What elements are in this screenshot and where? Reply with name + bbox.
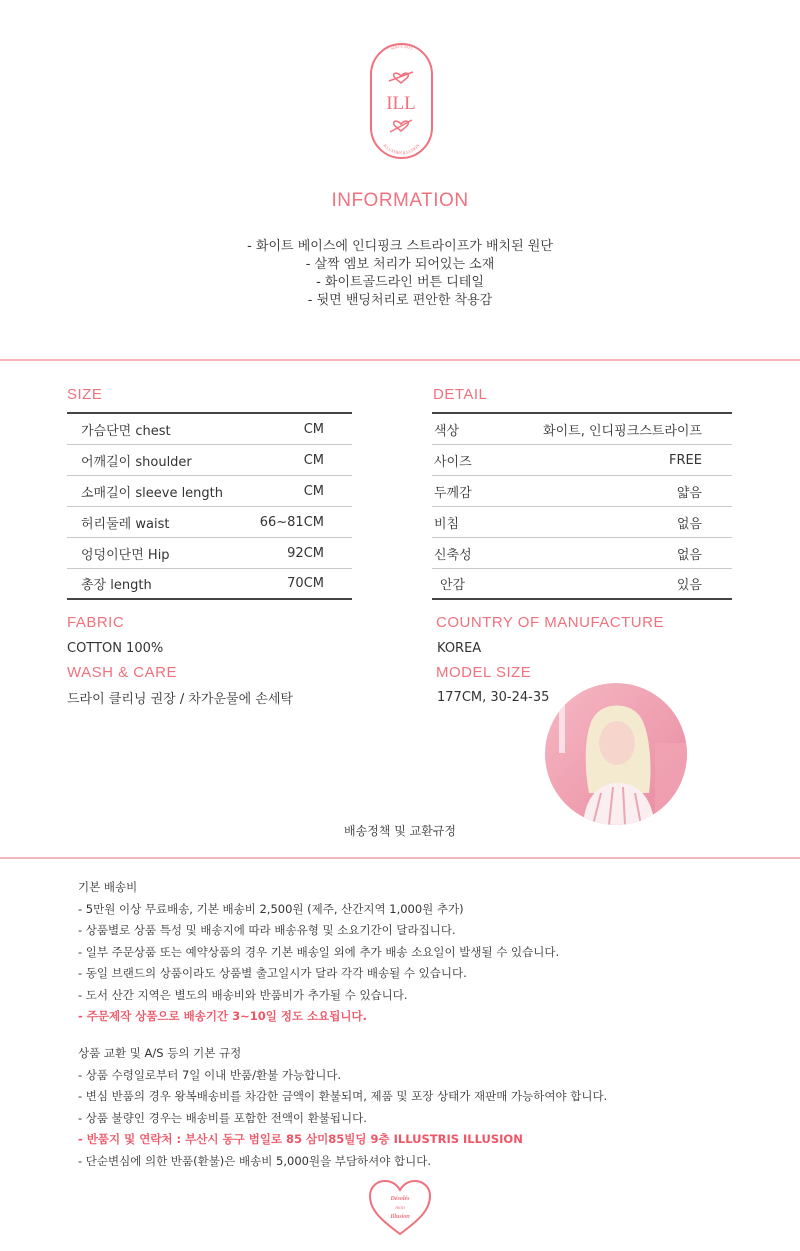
table-row — [432, 476, 732, 507]
table-row — [67, 445, 352, 476]
logo-monogram: ILL — [386, 93, 416, 114]
exchange-line: - 단순변심에 의한 반품(환불)은 배송비 5,000원을 부담하셔야 합니다. — [78, 1153, 432, 1168]
model-size-value: 177CM, 30-24-35 — [437, 690, 550, 705]
heart-arrow-icon — [389, 72, 413, 83]
size-label: 어깨길이 shoulder — [81, 454, 192, 470]
information-title: INFORMATION — [331, 190, 469, 211]
model-photo — [545, 683, 687, 825]
size-label: 엉덩이단면 Hip — [81, 547, 170, 563]
shipping-line: - 일부 주문상품 또는 예약상품의 경우 기본 배송일 외에 추가 배송 소요일이 발생될 수 있습니다. — [78, 944, 560, 959]
table-row — [67, 507, 352, 538]
shipping-line: - 5만원 이상 무료배송, 기본 배송비 2,500원 (제주, 산간지역 1,000원 추가) — [78, 901, 464, 916]
table-row — [432, 569, 732, 600]
shipping-highlight: - 주문제작 상품으로 배송기간 3~10일 정도 소요됩니다. — [78, 1009, 367, 1023]
detail-label: 사이즈 — [434, 454, 472, 470]
shipping-policy — [78, 877, 559, 1028]
information-line: - 살짝 엠보 처리가 되어있는 소재 — [305, 257, 495, 272]
information-line: - 뒷면 밴딩처리로 편안한 착용감 — [307, 293, 493, 308]
wash-care-value: 드라이 클리닝 권장 / 차가운물에 손세탁 — [67, 692, 293, 707]
shipping-heading: 기본 배송비 — [78, 880, 138, 894]
detail-label: 신축성 — [434, 547, 472, 563]
detail-value: FREE — [669, 452, 702, 468]
heart-arrow-icon-lower — [390, 120, 412, 132]
shipping-line: - 동일 브랜드의 상품이라도 상품별 출고일시가 달라 각각 배송될 수 있습니다. — [78, 966, 467, 980]
exchange-policy — [78, 1043, 607, 1172]
fabric-title: FABRIC — [67, 614, 125, 631]
table-row — [67, 476, 352, 507]
information-line: - 화이트골드라인 버튼 디테일 — [316, 275, 484, 290]
size-table — [67, 412, 352, 600]
heart-text-line: mon — [395, 1205, 405, 1211]
policy-title: 배송정책 및 교환규정 — [344, 824, 456, 838]
size-title: SIZE — [67, 386, 103, 403]
exchange-line: - 변심 반품의 경우 왕복배송비를 차감한 금액이 환불되며, 제품 및 포장 상태가 재판매 가능하여야 합니다. — [78, 1089, 608, 1103]
svg-text:ILLUSTRIS ILLUSION — [383, 143, 421, 156]
table-row — [67, 414, 352, 445]
table-row — [432, 538, 732, 569]
logo-since-text: SINCE 2015 — [389, 43, 414, 51]
shipping-line: - 상품별로 상품 특성 및 배송지에 따라 배송유형 및 소요기간이 달라집니다. — [78, 923, 456, 937]
heart-logo-icon — [367, 1178, 433, 1238]
size-label: 소매길이 sleeve length — [81, 485, 224, 501]
detail-label: 안감 — [440, 578, 466, 593]
size-value: 66~81CM — [259, 514, 324, 530]
table-row — [67, 569, 352, 600]
country-title: COUNTRY OF MANUFACTURE — [436, 614, 664, 631]
detail-label: 비침 — [434, 516, 460, 532]
model-photo-illustration — [545, 683, 687, 825]
model-size-title: MODEL SIZE — [436, 664, 532, 681]
logo-brand-text: ILLUSTRIS ILLUSION — [382, 142, 421, 156]
detail-value: 얇음 — [676, 485, 702, 501]
information-line: - 화이트 베이스에 인디핑크 스트라이프가 배치된 원단 — [247, 239, 553, 254]
detail-value: 없음 — [676, 516, 702, 532]
size-value: CM — [303, 483, 324, 499]
size-value: CM — [303, 452, 324, 468]
section-divider — [0, 857, 800, 859]
table-row — [432, 507, 732, 538]
exchange-line: - 상품 수령일로부터 7일 이내 반품/환불 가능합니다. — [78, 1067, 342, 1082]
detail-value: 있음 — [676, 578, 702, 593]
shipping-line: - 도서 산간 지역은 별도의 배송비와 반품비가 추가될 수 있습니다. — [78, 987, 408, 1002]
heart-text-line: Désolés — [390, 1196, 410, 1202]
size-label: 가슴단면 chest — [81, 423, 171, 439]
exchange-highlight: - 반품지 및 연락처 : 부산시 동구 범일로 85 삼미85빌딩 9층 ILLUSTRIS ILLUSION — [78, 1132, 523, 1146]
table-row — [432, 414, 732, 445]
detail-label: 두께감 — [434, 485, 472, 501]
wash-care-title: WASH & CARE — [67, 664, 177, 681]
detail-value: 화이트, 인디핑크스트라이프 — [543, 423, 702, 439]
size-label: 총장 length — [81, 578, 152, 593]
brand-logo — [369, 42, 434, 160]
size-label: 허리둘레 waist — [81, 516, 170, 532]
detail-label: 색상 — [434, 423, 460, 439]
country-value: KOREA — [437, 641, 482, 656]
heart-text-line: Illusion — [390, 1214, 410, 1220]
exchange-line: - 상품 불량인 경우는 배송비를 포함한 전액이 환불됩니다. — [78, 1110, 367, 1125]
table-row — [432, 445, 732, 476]
information-list — [0, 238, 800, 310]
table-row — [67, 538, 352, 569]
exchange-heading: 상품 교환 및 A/S 등의 기본 규정 — [78, 1046, 242, 1060]
size-value: 92CM — [287, 545, 324, 561]
detail-value: 없음 — [676, 547, 702, 563]
detail-title: DETAIL — [433, 386, 488, 403]
fabric-value: COTTON 100% — [67, 641, 164, 656]
section-divider — [0, 359, 800, 361]
size-value: CM — [303, 421, 324, 437]
detail-table — [432, 412, 732, 600]
size-value: 70CM — [287, 576, 324, 591]
